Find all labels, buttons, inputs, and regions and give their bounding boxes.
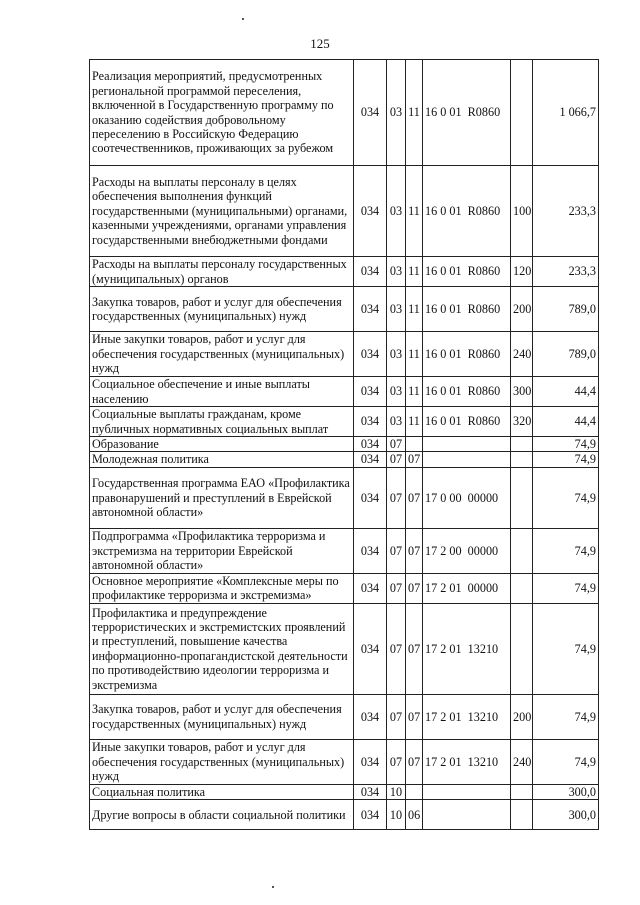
row-subsection: 07 [406, 573, 423, 603]
row-name: Расходы на выплаты персоналу в целях обеспечения выполнения функций государственными (муниципальными) органами, казенными учреждениями, органами управления государственными внебюджетными фондами [90, 166, 354, 257]
row-target-article: 16 0 01 R0860 [423, 257, 511, 287]
row-section: 03 [387, 407, 406, 437]
row-sum: 300,0 [533, 800, 599, 830]
row-subsection: 07 [406, 528, 423, 573]
row-target-article: 17 2 01 13210 [423, 603, 511, 694]
row-name: Социальная политика [90, 784, 354, 799]
row-subsection: 07 [406, 694, 423, 739]
row-code: 034 [354, 377, 387, 407]
row-expense-type [511, 437, 533, 452]
table-row [90, 437, 599, 452]
row-section: 07 [387, 573, 406, 603]
row-sum: 74,9 [533, 452, 599, 467]
row-name: Иные закупки товаров, работ и услуг для обеспечения государственных (муниципальных) нужд [90, 332, 354, 377]
row-name: Другие вопросы в области социальной политики [90, 800, 354, 830]
row-sum: 1 066,7 [533, 60, 599, 166]
row-name: Закупка товаров, работ и услуг для обеспечения государственных (муниципальных) нужд [90, 694, 354, 739]
row-code: 034 [354, 694, 387, 739]
table-row [90, 166, 599, 257]
row-section: 07 [387, 467, 406, 528]
row-target-article: 17 2 01 13210 [423, 694, 511, 739]
row-sum: 74,9 [533, 467, 599, 528]
row-subsection: 06 [406, 800, 423, 830]
row-target-article [423, 452, 511, 467]
table-row [90, 573, 599, 603]
table-row [90, 332, 599, 377]
row-expense-type: 120 [511, 257, 533, 287]
row-sum: 789,0 [533, 332, 599, 377]
row-section: 03 [387, 166, 406, 257]
row-expense-type [511, 528, 533, 573]
row-subsection: 07 [406, 467, 423, 528]
table-body [90, 60, 599, 830]
row-section: 03 [387, 287, 406, 332]
row-code: 034 [354, 784, 387, 799]
row-expense-type [511, 573, 533, 603]
row-expense-type [511, 452, 533, 467]
row-section: 10 [387, 800, 406, 830]
row-target-article: 16 0 01 R0860 [423, 377, 511, 407]
row-section: 07 [387, 528, 406, 573]
row-name: Государственная программа ЕАО «Профилактика правонарушений и преступлений в Еврейской автономной области» [90, 467, 354, 528]
row-subsection: 11 [406, 377, 423, 407]
row-subsection: 11 [406, 332, 423, 377]
row-subsection [406, 784, 423, 799]
row-target-article: 16 0 01 R0860 [423, 60, 511, 166]
table-row [90, 694, 599, 739]
row-name: Социальное обеспечение и иные выплаты населению [90, 377, 354, 407]
row-target-article: 16 0 01 R0860 [423, 407, 511, 437]
budget-table [89, 59, 599, 830]
row-name: Профилактика и предупреждение террористических и экстремистских проявлений и преступлений, повышение качества информационно-пропагандистской деятельности по противодействию идеологии терроризма и экстремизма [90, 603, 354, 694]
row-subsection: 11 [406, 287, 423, 332]
row-expense-type: 300 [511, 377, 533, 407]
row-expense-type [511, 603, 533, 694]
row-name: Закупка товаров, работ и услуг для обеспечения государственных (муниципальных) нужд [90, 287, 354, 332]
row-name: Социальные выплаты гражданам, кроме публичных нормативных социальных выплат [90, 407, 354, 437]
row-subsection: 07 [406, 739, 423, 784]
row-target-article: 17 0 00 00000 [423, 467, 511, 528]
scan-mark-bottom [272, 886, 274, 888]
table-row [90, 784, 599, 799]
row-sum: 44,4 [533, 407, 599, 437]
row-target-article: 16 0 01 R0860 [423, 166, 511, 257]
row-expense-type: 200 [511, 287, 533, 332]
row-sum: 74,9 [533, 528, 599, 573]
row-code: 034 [354, 257, 387, 287]
row-code: 034 [354, 528, 387, 573]
row-target-article: 17 2 01 00000 [423, 573, 511, 603]
row-sum: 44,4 [533, 377, 599, 407]
row-target-article [423, 784, 511, 799]
table-row [90, 800, 599, 830]
row-subsection: 07 [406, 452, 423, 467]
row-expense-type [511, 800, 533, 830]
row-sum: 74,9 [533, 603, 599, 694]
row-code: 034 [354, 739, 387, 784]
table-row [90, 739, 599, 784]
table-row [90, 467, 599, 528]
row-expense-type [511, 784, 533, 799]
row-code: 034 [354, 287, 387, 332]
table-row [90, 257, 599, 287]
row-subsection: 11 [406, 60, 423, 166]
row-code: 034 [354, 452, 387, 467]
table-row [90, 287, 599, 332]
table-row [90, 407, 599, 437]
table-row [90, 60, 599, 166]
row-name: Молодежная политика [90, 452, 354, 467]
row-code: 034 [354, 60, 387, 166]
row-code: 034 [354, 603, 387, 694]
row-sum: 789,0 [533, 287, 599, 332]
row-expense-type: 100 [511, 166, 533, 257]
scan-mark-top [242, 18, 244, 20]
row-sum: 233,3 [533, 166, 599, 257]
row-section: 07 [387, 739, 406, 784]
row-code: 034 [354, 166, 387, 257]
row-expense-type: 320 [511, 407, 533, 437]
row-section: 07 [387, 437, 406, 452]
row-code: 034 [354, 407, 387, 437]
table-row [90, 603, 599, 694]
row-section: 07 [387, 452, 406, 467]
row-sum: 74,9 [533, 437, 599, 452]
row-target-article [423, 800, 511, 830]
row-code: 034 [354, 800, 387, 830]
row-section: 03 [387, 257, 406, 287]
row-name: Основное мероприятие «Комплексные меры по профилактике терроризма и экстремизма» [90, 573, 354, 603]
row-sum: 74,9 [533, 694, 599, 739]
row-subsection: 07 [406, 603, 423, 694]
row-sum: 74,9 [533, 739, 599, 784]
row-name: Подпрограмма «Профилактика терроризма и экстремизма на территории Еврейской автономной области» [90, 528, 354, 573]
row-name: Иные закупки товаров, работ и услуг для обеспечения государственных (муниципальных) нужд [90, 739, 354, 784]
row-code: 034 [354, 332, 387, 377]
page-number: 125 [310, 36, 330, 51]
row-target-article: 16 0 01 R0860 [423, 332, 511, 377]
row-subsection: 11 [406, 407, 423, 437]
row-section: 03 [387, 377, 406, 407]
row-sum: 300,0 [533, 784, 599, 799]
row-target-article: 17 2 01 13210 [423, 739, 511, 784]
row-section: 07 [387, 603, 406, 694]
row-section: 07 [387, 694, 406, 739]
row-name: Расходы на выплаты персоналу государственных (муниципальных) органов [90, 257, 354, 287]
row-expense-type: 240 [511, 332, 533, 377]
table-row [90, 377, 599, 407]
row-code: 034 [354, 467, 387, 528]
row-name: Образование [90, 437, 354, 452]
row-sum: 74,9 [533, 573, 599, 603]
row-code: 034 [354, 573, 387, 603]
row-expense-type [511, 60, 533, 166]
row-subsection [406, 437, 423, 452]
row-sum: 233,3 [533, 257, 599, 287]
row-expense-type: 200 [511, 694, 533, 739]
row-section: 10 [387, 784, 406, 799]
row-name: Реализация мероприятий, предусмотренных региональной программой переселения, включенной в Государственную программу по оказанию содействия добровольному переселению в Российскую Федерацию соотечественников, проживающих за рубежом [90, 60, 354, 166]
table-row [90, 452, 599, 467]
table-row [90, 528, 599, 573]
row-expense-type [511, 467, 533, 528]
row-code: 034 [354, 437, 387, 452]
row-subsection: 11 [406, 257, 423, 287]
row-section: 03 [387, 60, 406, 166]
row-section: 03 [387, 332, 406, 377]
row-target-article [423, 437, 511, 452]
row-subsection: 11 [406, 166, 423, 257]
row-target-article: 17 2 00 00000 [423, 528, 511, 573]
row-expense-type: 240 [511, 739, 533, 784]
row-target-article: 16 0 01 R0860 [423, 287, 511, 332]
